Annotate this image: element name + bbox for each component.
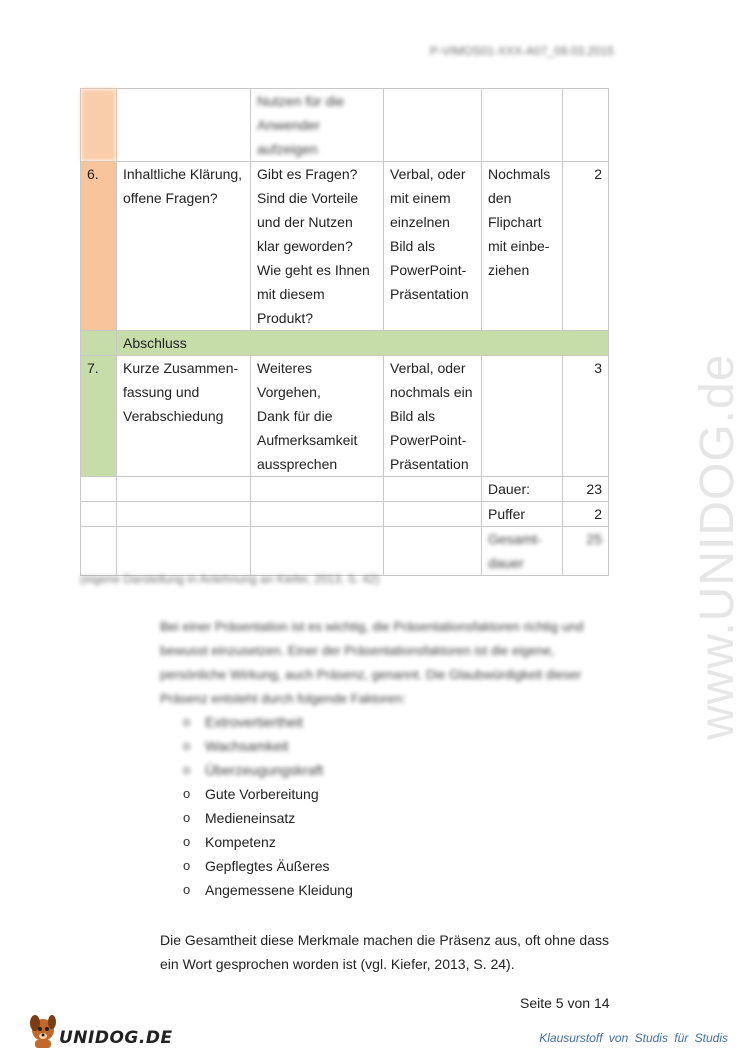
table-cell	[384, 502, 482, 527]
cell-line: Präsentation	[390, 456, 469, 472]
table-cell	[251, 527, 384, 576]
table-cell: 23	[563, 477, 609, 502]
cell-line: mit einbe-	[488, 238, 550, 254]
table-cell	[81, 89, 117, 162]
table-cell	[117, 502, 251, 527]
table-caption: (eigene Darstellung in Anlehnung an Kiefer, 2013, S. 42)	[80, 572, 380, 586]
cell-line: aufzeigen	[257, 141, 318, 157]
table-cell	[251, 477, 384, 502]
table-cell	[81, 477, 117, 502]
table-row	[81, 502, 609, 527]
list-item	[160, 782, 460, 806]
list-item-text: Extrovertiertheit	[205, 714, 304, 730]
table-cell	[251, 162, 384, 331]
list-item-text: Gute Vorbereitung	[205, 786, 319, 802]
cell-line: mit einem	[390, 190, 451, 206]
list-item-text: Überzeugungskraft	[205, 762, 324, 778]
list-item-text: Medieneinsatz	[205, 810, 296, 826]
section-marker	[81, 331, 117, 356]
table-cell: 6.	[81, 162, 117, 331]
cell-line: offene Fragen?	[123, 190, 218, 206]
presence-factors-list	[160, 710, 460, 902]
bullet-icon: o	[183, 858, 191, 873]
bullet-icon: o	[183, 762, 191, 777]
list-item-text: Angemessene Kleidung	[205, 882, 353, 898]
cell-line: ziehen	[488, 262, 530, 278]
document-code: P-VIMOS01-XXX-A07_09.03.2015	[430, 44, 615, 58]
bullet-icon: o	[183, 738, 191, 753]
page-number: Seite 5 von 14	[520, 995, 610, 1011]
list-item	[160, 758, 460, 782]
table-cell	[81, 527, 117, 576]
table-cell	[117, 527, 251, 576]
list-item	[160, 854, 460, 878]
table-cell	[117, 89, 251, 162]
cell-line: einzelnen	[390, 214, 450, 230]
table-cell	[81, 502, 117, 527]
table-cell	[482, 162, 563, 331]
cell-line: Nochmals	[488, 166, 551, 182]
cell-line: dauer	[488, 555, 524, 571]
cell-line: Gibt es Fragen?	[257, 166, 358, 182]
list-item	[160, 878, 460, 902]
bullet-icon: o	[183, 810, 191, 825]
cell-line: Kurze Zusammen-	[123, 360, 239, 376]
table-cell: 7.	[81, 356, 117, 477]
list-item-text: Wachsamkeit	[205, 738, 289, 754]
cell-line: Inhaltliche Klärung,	[123, 166, 243, 182]
table-row	[81, 527, 609, 576]
cell-line: Flipchart	[488, 214, 542, 230]
list-item	[160, 806, 460, 830]
cell-line: Gesamt-	[488, 531, 542, 547]
paragraph-summary: Die Gesamtheit diese Merkmale machen die Präsenz aus, oft ohne dass ein Wort gesprochen worden ist (vgl. Kiefer, 2013, S. 24).	[160, 932, 610, 972]
table-cell	[482, 502, 563, 527]
unidog-logo: UNIDOG.DE	[25, 1010, 150, 1050]
table-cell	[251, 356, 384, 477]
table-cell	[384, 477, 482, 502]
table-cell: 3	[563, 356, 609, 477]
list-item	[160, 710, 460, 734]
table-row	[81, 89, 609, 162]
table-cell	[482, 356, 563, 477]
table-cell	[384, 89, 482, 162]
table-cell	[384, 356, 482, 477]
table-cell	[482, 477, 563, 502]
table-cell	[563, 89, 609, 162]
cell-line: nochmals ein	[390, 384, 473, 400]
table-cell	[482, 89, 563, 162]
list-item-text: Kompetenz	[205, 834, 276, 850]
bullet-icon: o	[183, 786, 191, 801]
table-cell: 25	[563, 527, 609, 576]
cell-line: Puffer	[488, 506, 526, 522]
table-cell	[117, 356, 251, 477]
cell-line: Dank für die	[257, 408, 333, 424]
table-row	[81, 356, 609, 477]
cell-line: Verabschiedung	[123, 408, 224, 424]
cell-line: Sind die Vorteile	[257, 190, 359, 206]
section-title: Abschluss	[117, 331, 609, 356]
table-row	[81, 477, 609, 502]
cell-line: und der Nutzen	[257, 214, 353, 230]
bullet-icon: o	[183, 882, 191, 897]
table-cell	[117, 477, 251, 502]
cell-line: Präsentation	[390, 286, 469, 302]
cell-line: fassung und	[123, 384, 200, 400]
cell-line: Dauer:	[488, 481, 531, 497]
table-row	[81, 162, 609, 331]
cell-line: Nutzen für die	[257, 93, 345, 109]
cell-line: Verbal, oder	[390, 166, 466, 182]
table-cell	[251, 89, 384, 162]
list-item-text: Gepflegtes Äußeres	[205, 858, 330, 874]
footer-slogan: Klausurstoff von Studis für Studis	[539, 1031, 728, 1045]
cell-line: klar geworden?	[257, 238, 353, 254]
bullet-icon: o	[183, 834, 191, 849]
cell-line: PowerPoint-	[390, 432, 467, 448]
table-cell	[117, 162, 251, 331]
list-item	[160, 830, 460, 854]
table-cell	[384, 527, 482, 576]
cell-line: Aufmerksamkeit	[257, 432, 358, 448]
presentation-plan-table	[80, 88, 608, 576]
cell-line: Bild als	[390, 238, 436, 254]
cell-line: Wie geht es Ihnen	[257, 262, 370, 278]
table-cell	[482, 527, 563, 576]
table-cell	[251, 502, 384, 527]
cell-line: PowerPoint-	[390, 262, 467, 278]
cell-line: aussprechen	[257, 456, 338, 472]
list-item	[160, 734, 460, 758]
table-cell: 2	[563, 502, 609, 527]
cell-line: mit diesem	[257, 286, 325, 302]
table-cell	[384, 162, 482, 331]
cell-line: Anwender	[257, 117, 321, 133]
cell-line: Bild als	[390, 408, 436, 424]
paragraph-presence: Bei einer Präsentation ist es wichtig, die Präsentationsfaktoren richtig und bewusst einzusetzen. Einer der Präsentationsfaktoren ist die eigene, persönliche Wirkung, auch Präsenz, genannt. Die Glaubwürdigkeit dieser Präsenz entsteht durch folgende Faktoren:	[160, 619, 584, 706]
cell-line: Verbal, oder	[390, 360, 466, 376]
table-cell: 2	[563, 162, 609, 331]
cell-line: Vorgehen,	[257, 384, 321, 400]
table-row	[81, 331, 609, 356]
watermark: www.UNIDOG.de	[691, 353, 744, 740]
bullet-icon: o	[183, 714, 191, 729]
cell-line: Weiteres	[257, 360, 312, 376]
cell-line: den	[488, 190, 512, 206]
cell-line: Produkt?	[257, 310, 314, 326]
